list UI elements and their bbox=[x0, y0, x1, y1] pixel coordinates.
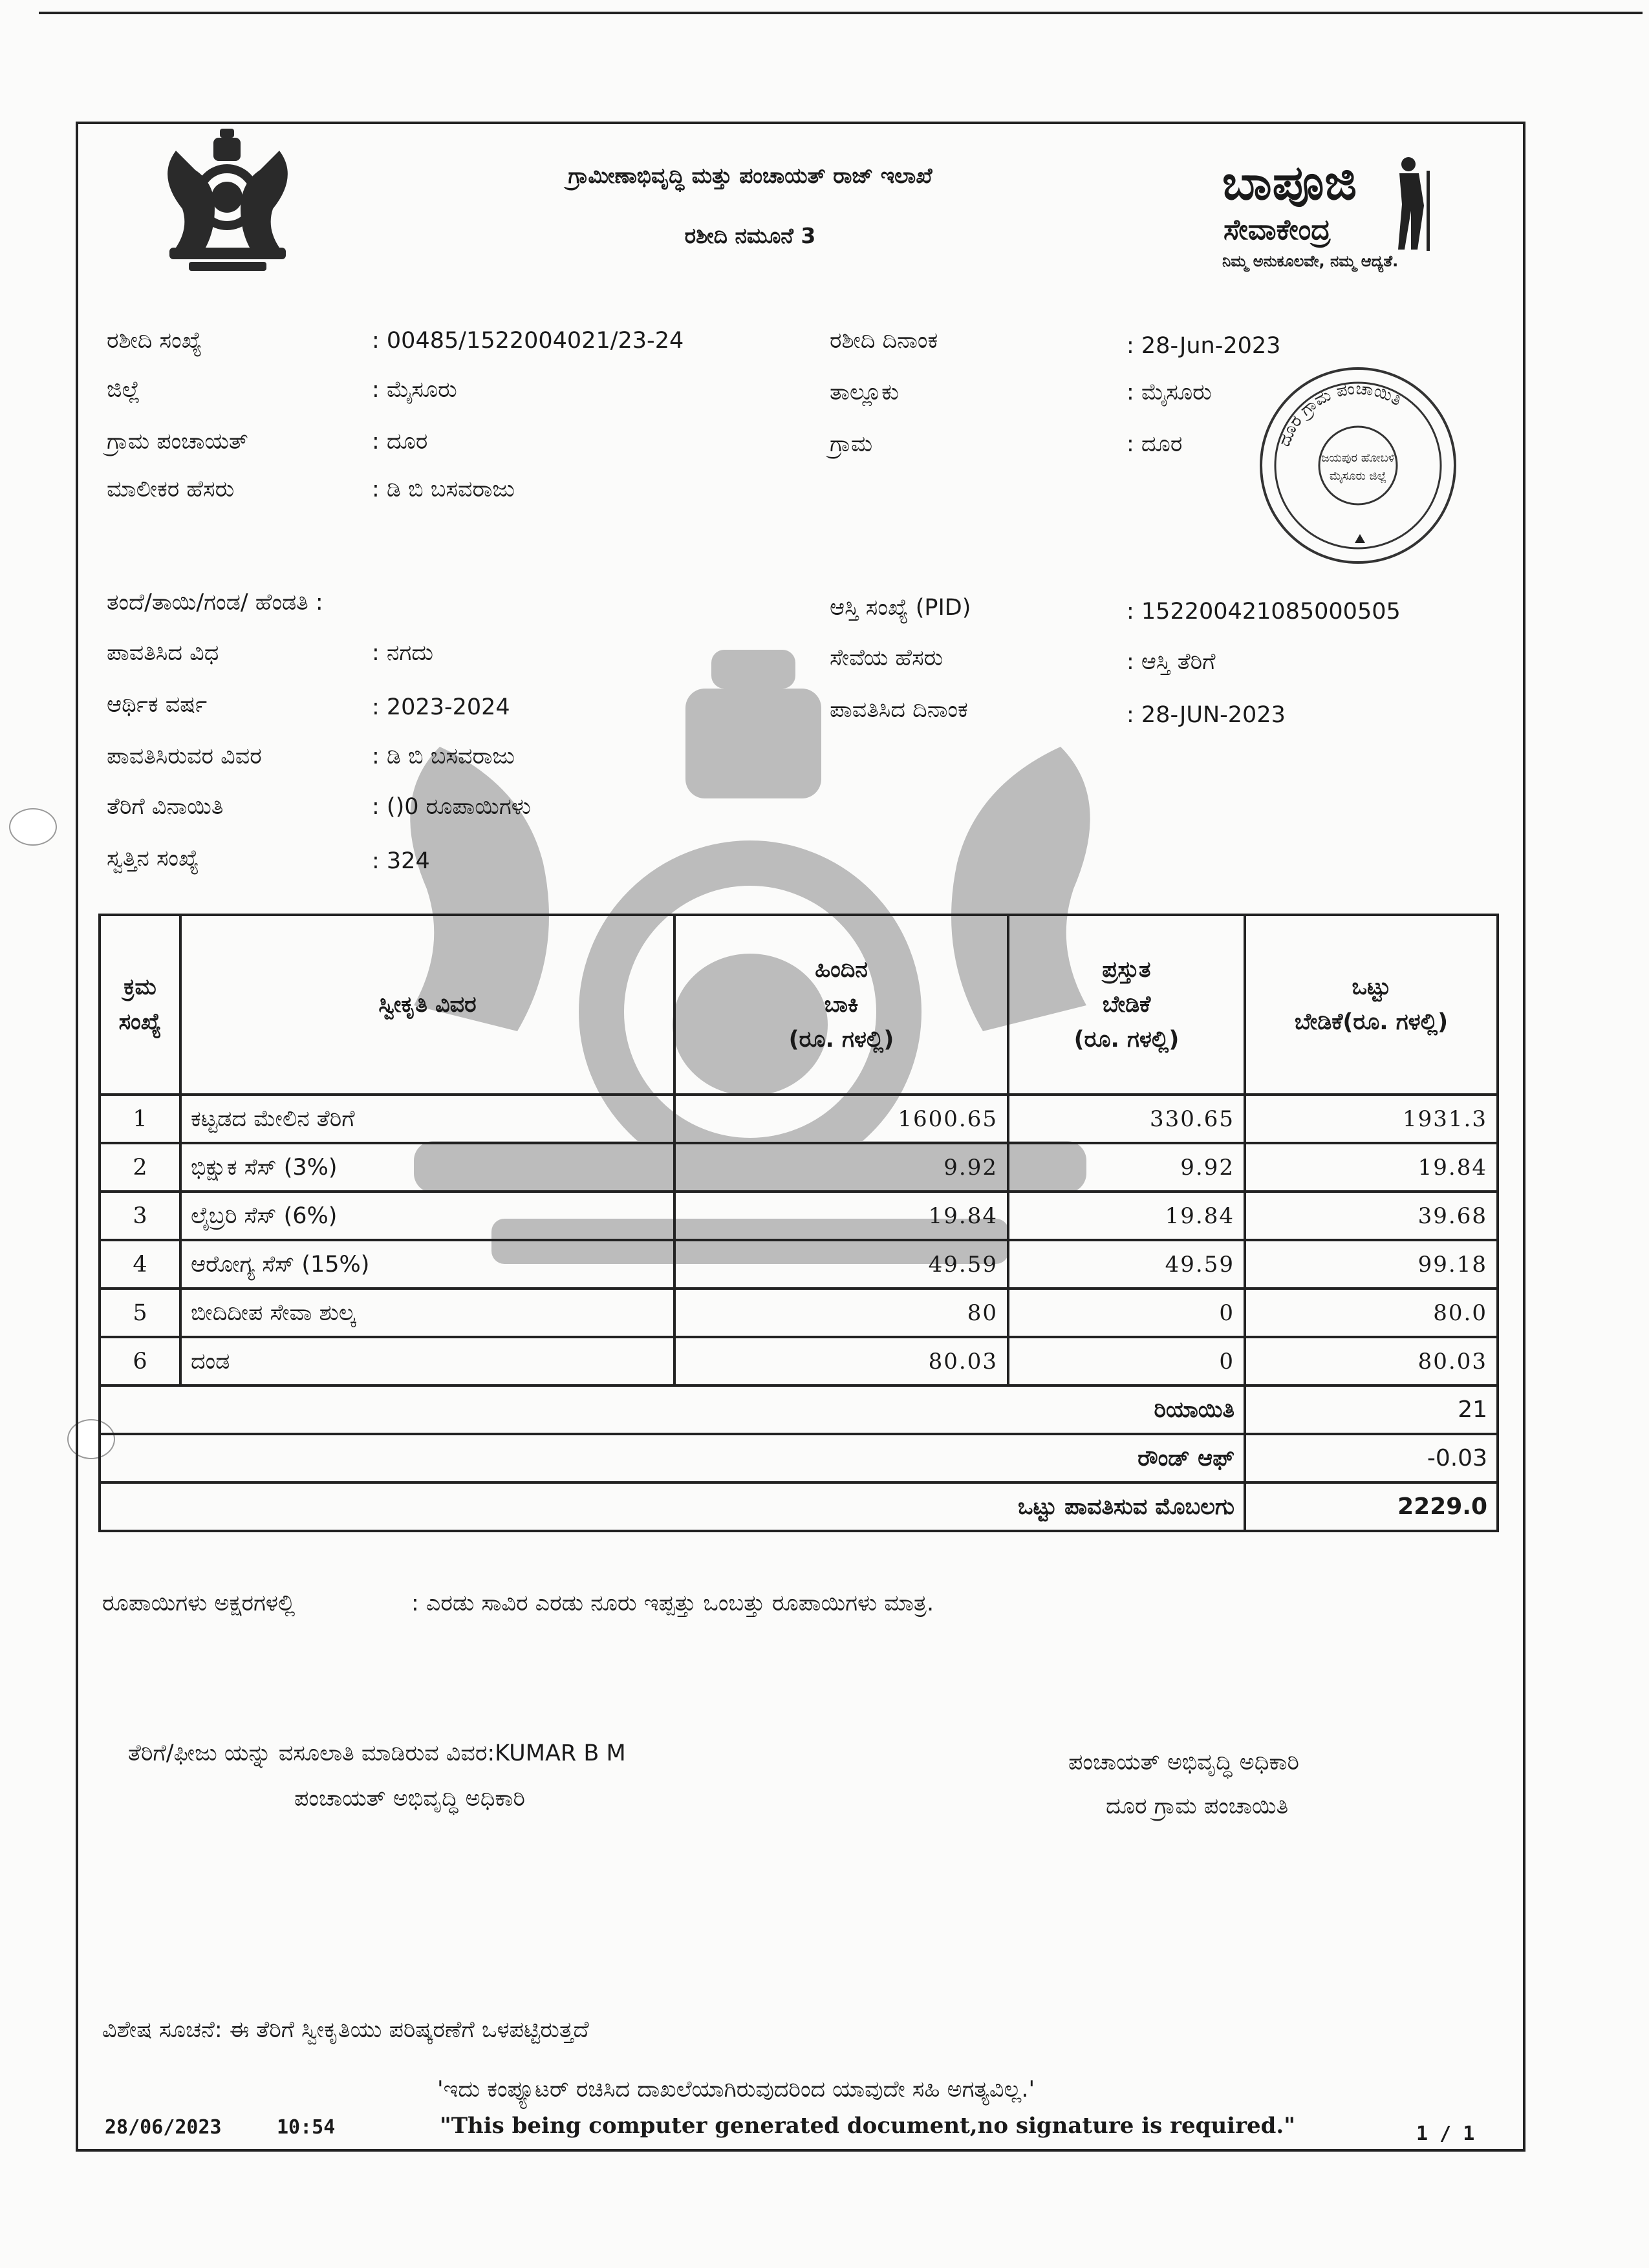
row-sl: 4 bbox=[100, 1240, 180, 1289]
total-header-line2: ಬೇಡಿಕೆ(ರೂ. ಗಳಲ್ಲಿ) bbox=[1294, 1009, 1449, 1035]
receipt-date-value: : 28-Jun-2023 bbox=[1126, 333, 1281, 359]
relation-label: ತಂದೆ/ತಾಯಿ/ಗಂಡ/ ಹೆಂಡತಿ : bbox=[107, 590, 323, 615]
row-prev: 80.03 bbox=[674, 1337, 1008, 1385]
row-prev: 80 bbox=[674, 1289, 1008, 1337]
total-header-line1: ಒಟ್ಟು bbox=[1352, 974, 1391, 1000]
row-desc: ಆರೋಗ್ಯ ಸೆಸ್ (15%) bbox=[180, 1240, 674, 1289]
exemption-label: ತೆರಿಗೆ ವಿನಾಯಿತಿ bbox=[107, 794, 224, 820]
row-total: 39.68 bbox=[1245, 1192, 1498, 1240]
english-footer-note: "This being computer generated document,no signature is required." bbox=[440, 2113, 1295, 2139]
property-no-value: : 324 bbox=[372, 848, 430, 874]
row-total: 80.0 bbox=[1245, 1289, 1498, 1337]
roundoff-label: ರೌಂಡ್ ಆಫ್ bbox=[100, 1434, 1245, 1482]
receipt-date-label: ರಶೀದಿ ದಿನಾಂಕ bbox=[830, 328, 938, 354]
officer-office: ದೂರ ಗ್ರಾಮ ಪಂಚಾಯಿತಿ bbox=[1106, 1793, 1289, 1819]
rebate-row bbox=[100, 1385, 1498, 1434]
logo-tagline: ನಿಮ್ಮ ಅನುಕೂಲವೇ, ನಮ್ಮ ಆದ್ಯತೆ. bbox=[1222, 252, 1399, 270]
table-row bbox=[100, 1095, 1498, 1143]
form-title: ರಶೀದಿ ನಮೂನೆ 3 bbox=[684, 223, 816, 248]
amount-words-label: ರೂಪಾಯಿಗಳು ಅಕ್ಷರಗಳಲ್ಲಿ bbox=[102, 1590, 296, 1616]
page-number: 1 / 1 bbox=[1416, 2123, 1475, 2145]
rebate-label: ರಿಯಾಯಿತಿ bbox=[100, 1385, 1245, 1434]
officer-designation: ಪಂಚಾಯತ್ ಅಭಿವೃದ್ಧಿ ಅಧಿಕಾರಿ bbox=[1068, 1749, 1299, 1775]
table-row bbox=[100, 1192, 1498, 1240]
district-value: : ಮೈಸೂರು bbox=[372, 377, 457, 403]
service-label: ಸೇವೆಯ ಹೆಸರು bbox=[830, 645, 943, 671]
payment-mode-value: : ನಗದು bbox=[372, 640, 434, 666]
row-desc: ಕಟ್ಟಡದ ಮೇಲಿನ ತೆರಿಗೆ bbox=[180, 1095, 674, 1143]
punch-hole bbox=[9, 808, 57, 846]
amount-words-value: : ಎರಡು ಸಾವಿರ ಎರಡು ನೂರು ಇಪ್ಪತ್ತು ಒಂಬತ್ತು ರೂಪಾಯಿಗಳು ಮಾತ್ರ. bbox=[411, 1590, 934, 1616]
pid-label: ಆಸ್ತಿ ಸಂಖ್ಯೆ (PID) bbox=[830, 595, 971, 621]
table-row bbox=[100, 1143, 1498, 1192]
department-title: ಗ್ರಾಮೀಣಾಭಿವೃದ್ಧಿ ಮತ್ತು ಪಂಚಾಯತ್ ರಾಜ್ ಇಲಾಖೆ bbox=[568, 163, 932, 188]
grand-total-row bbox=[100, 1482, 1498, 1531]
prev-header-line2: ಬಾಕಿ bbox=[824, 991, 859, 1018]
table-header-row bbox=[100, 915, 1498, 1095]
row-desc: ದಂಡ bbox=[180, 1337, 674, 1385]
karnataka-emblem-icon bbox=[150, 125, 305, 275]
row-curr: 49.59 bbox=[1008, 1240, 1245, 1289]
svg-text:ಜಯಪುರ ಹೋಬಳಿ: ಜಯಪುರ ಹೋಬಳಿ bbox=[1321, 451, 1395, 465]
table-row bbox=[100, 1240, 1498, 1289]
payer-value: : ಡಿ ಬಿ ಬಸವರಾಜು bbox=[372, 744, 515, 769]
grand-total-value: 2229.0 bbox=[1245, 1482, 1498, 1531]
row-curr: 330.65 bbox=[1008, 1095, 1245, 1143]
row-total: 1931.3 bbox=[1245, 1095, 1498, 1143]
collector-line: ತೆರಿಗೆ/ಫೀಜು ಯನ್ನು ವಸೂಲಾತಿ ಮಾಡಿರುವ ವಿವರ:KUMAR B M bbox=[128, 1740, 626, 1766]
sl-header-line1: ಕ್ರಮ bbox=[124, 974, 156, 1000]
gp-value: : ದೂರ bbox=[372, 429, 428, 455]
prev-header-line1: ಹಿಂದಿನ bbox=[815, 956, 868, 983]
col-sl-header bbox=[100, 915, 180, 1095]
row-desc: ಭಿಕ್ಷುಕ ಸೆಸ್ (3%) bbox=[180, 1143, 674, 1192]
special-note: ವಿಶೇಷ ಸೂಚನೆ: ಈ ತೆರಿಗೆ ಸ್ವೀಕೃತಿಯು ಪರಿಷ್ಕರಣೆಗೆ ಒಳಪಟ್ಟಿರುತ್ತದೆ bbox=[102, 2017, 589, 2043]
table-row bbox=[100, 1337, 1498, 1385]
row-sl: 6 bbox=[100, 1337, 180, 1385]
receipt-no-label: ರಶೀದಿ ಸಂಖ್ಯೆ bbox=[107, 328, 202, 354]
fin-year-label: ಆರ್ಥಿಕ ವರ್ಷ bbox=[107, 692, 208, 718]
row-curr: 0 bbox=[1008, 1289, 1245, 1337]
receipt-no-value: : 00485/1522004021/23-24 bbox=[372, 328, 684, 354]
row-desc: ಲೈಬ್ರರಿ ಸೆಸ್ (6%) bbox=[180, 1192, 674, 1240]
collector-designation: ಪಂಚಾಯತ್ ಅಭಿವೃದ್ಧಿ ಅಧಿಕಾರಿ bbox=[294, 1786, 525, 1812]
demand-table bbox=[98, 914, 1499, 1532]
curr-header-line3: (ರೂ. ಗಳಲ್ಲಿ) bbox=[1073, 1027, 1180, 1053]
row-curr: 9.92 bbox=[1008, 1143, 1245, 1192]
village-label: ಗ್ರಾಮ bbox=[830, 431, 873, 457]
svg-text:ದೂರ ಗ್ರಾಮ ಪಂಚಾಯಿತಿ: ದೂರ ಗ್ರಾಮ ಪಂಚಾಯಿತಿ bbox=[1275, 379, 1405, 449]
row-curr: 19.84 bbox=[1008, 1192, 1245, 1240]
curr-header-line2: ಬೇಡಿಕೆ bbox=[1102, 991, 1151, 1018]
print-date: 28/06/2023 bbox=[105, 2116, 222, 2139]
row-prev: 9.92 bbox=[674, 1143, 1008, 1192]
property-no-label: ಸ್ವತ್ತಿನ ಸಂಖ್ಯೆ bbox=[107, 846, 199, 872]
pid-value: : 152200421085000505 bbox=[1126, 599, 1401, 625]
sl-header-line2: ಸಂಖ್ಯೆ bbox=[118, 1009, 162, 1035]
row-desc: ಬೀದಿದೀಪ ಸೇವಾ ಶುಲ್ಕ bbox=[180, 1289, 674, 1337]
taluk-label: ತಾಲ್ಲೂಕು bbox=[830, 380, 899, 405]
paid-date-label: ಪಾವತಿಸಿದ ದಿನಾಂಕ bbox=[830, 697, 968, 723]
row-total: 80.03 bbox=[1245, 1337, 1498, 1385]
curr-header-line1: ಪ್ರಸ್ತುತ bbox=[1102, 956, 1151, 983]
paid-date-value: : 28-JUN-2023 bbox=[1126, 702, 1286, 728]
row-prev: 49.59 bbox=[674, 1240, 1008, 1289]
exemption-value: : ()0 ರೂಪಾಯಿಗಳು bbox=[372, 794, 531, 820]
row-sl: 5 bbox=[100, 1289, 180, 1337]
payer-label: ಪಾವತಿಸಿರುವರ ವಿವರ bbox=[107, 744, 262, 769]
gandhi-figure-icon bbox=[1380, 155, 1445, 251]
row-curr: 0 bbox=[1008, 1337, 1245, 1385]
row-prev: 1600.65 bbox=[674, 1095, 1008, 1143]
row-total: 19.84 bbox=[1245, 1143, 1498, 1192]
row-total: 99.18 bbox=[1245, 1240, 1498, 1289]
col-curr-header bbox=[1008, 915, 1245, 1095]
gp-label: ಗ್ರಾಮ ಪಂಚಾಯತ್ bbox=[107, 429, 248, 455]
taluk-value: : ಮೈಸೂರು bbox=[1126, 380, 1212, 405]
scan-edge-line bbox=[39, 12, 1643, 14]
service-value: : ಆಸ್ತಿ ತೆರಿಗೆ bbox=[1126, 649, 1216, 675]
village-value: : ದೂರ bbox=[1126, 431, 1183, 457]
payment-mode-label: ಪಾವತಿಸಿದ ವಿಧ bbox=[107, 640, 219, 666]
bapuji-logo bbox=[1216, 155, 1461, 284]
col-desc-header: ಸ್ವೀಕೃತಿ ವಿವರ bbox=[180, 915, 674, 1095]
logo-sub: ಸೇವಾಕೇಂದ್ರ bbox=[1223, 213, 1331, 246]
prev-header-line3: (ರೂ. ಗಳಲ್ಲಿ) bbox=[788, 1027, 894, 1053]
print-time: 10:54 bbox=[277, 2116, 336, 2139]
col-prev-header bbox=[674, 915, 1008, 1095]
row-prev: 19.84 bbox=[674, 1192, 1008, 1240]
logo-name: ಬಾಪೂಜಿ bbox=[1222, 155, 1358, 211]
district-label: ಜಿಲ್ಲೆ bbox=[107, 377, 140, 403]
roundoff-row bbox=[100, 1434, 1498, 1482]
rebate-value: 21 bbox=[1245, 1385, 1498, 1434]
row-sl: 1 bbox=[100, 1095, 180, 1143]
owner-label: ಮಾಲೀಕರ ಹೆಸರು bbox=[107, 476, 235, 502]
svg-text:ಮೈಸೂರು ಜಿಲ್ಲೆ: ಮೈಸೂರು ಜಿಲ್ಲೆ bbox=[1329, 469, 1387, 483]
grand-total-label: ಒಟ್ಟು ಪಾವತಿಸುವ ಮೊಬಲಗು bbox=[100, 1482, 1245, 1531]
table-row bbox=[100, 1289, 1498, 1337]
roundoff-value: -0.03 bbox=[1245, 1434, 1498, 1482]
owner-value: : ಡಿ ಬಿ ಬಸವರಾಜು bbox=[372, 476, 515, 502]
kannada-footer-note: 'ಇದು ಕಂಪ್ಯೂಟರ್ ರಚಿಸಿದ ದಾಖಲೆಯಾಗಿರುವುದರಿಂದ ಯಾವುದೇ ಸಹಿ ಅಗತ್ಯವಿಲ್ಲ.' bbox=[437, 2077, 1035, 2102]
col-total-header bbox=[1245, 915, 1498, 1095]
row-sl: 3 bbox=[100, 1192, 180, 1240]
office-seal-stamp bbox=[1251, 349, 1465, 582]
fin-year-value: : 2023-2024 bbox=[372, 694, 510, 720]
row-sl: 2 bbox=[100, 1143, 180, 1192]
